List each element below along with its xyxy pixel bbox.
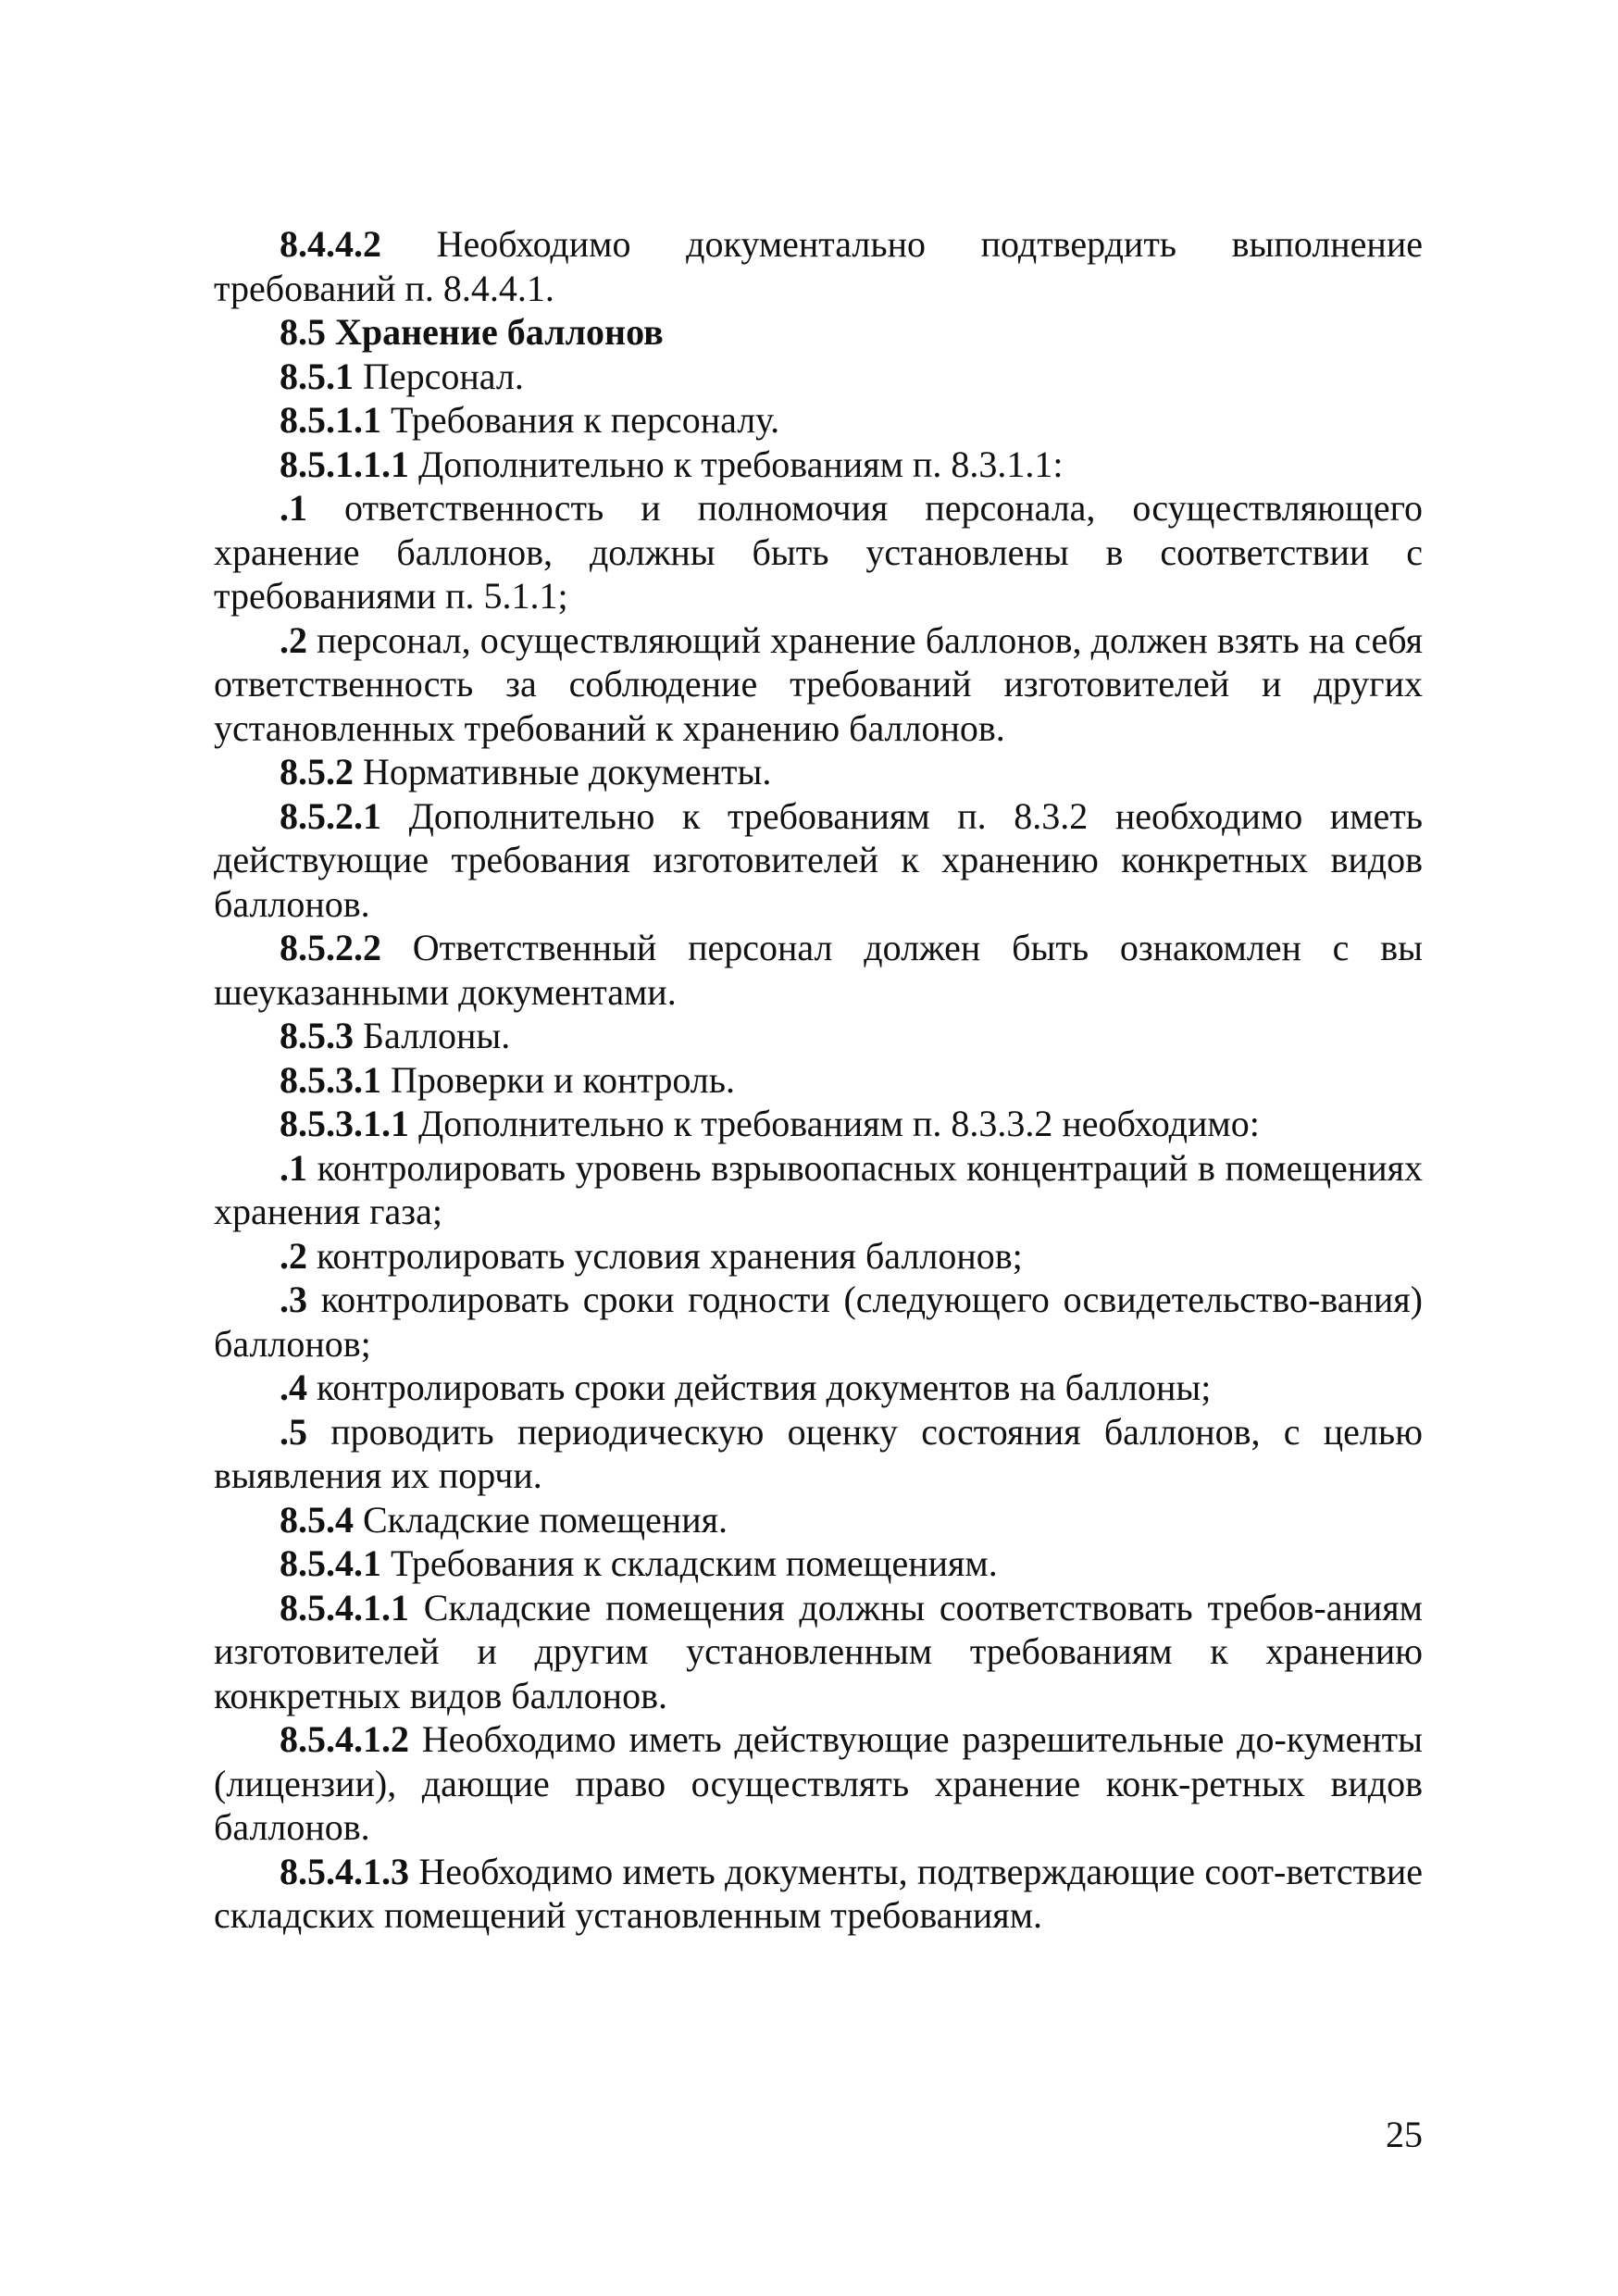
clause-number: 8.5.4.1.2 [280, 1718, 409, 1760]
clause-number: 8.5.3.1 [280, 1058, 381, 1101]
list-item [214, 1278, 1423, 1366]
clause-number: 8.5.4.1 [280, 1542, 381, 1584]
paragraph-8-5-2-2 [214, 926, 1423, 1014]
paragraph-8-5-4-1 [214, 1541, 1423, 1586]
clause-number: 8.5.1 [280, 355, 354, 397]
paragraph-8-5-2-1 [214, 794, 1423, 927]
list-item [214, 1410, 1423, 1498]
paragraph-8-5-4 [214, 1498, 1423, 1542]
document-body [214, 222, 1423, 1938]
page-number: 25 [1386, 2114, 1423, 2155]
list-item [214, 1366, 1423, 1410]
list-item-number: .3 [280, 1279, 307, 1320]
clause-text: Необходимо иметь документы, подтверждающие соот-ветствие складских помещений установленным требованиям. [214, 1850, 1423, 1936]
paragraph-8-5-1 [214, 355, 1423, 399]
clause-number: 8.5.1.1 [280, 399, 381, 441]
clause-text: Дополнительно к требованиям п. 8.3.3.2 необходимо: [409, 1103, 1260, 1144]
list-item-number: .2 [280, 1234, 307, 1277]
list-item-number: .5 [280, 1410, 307, 1453]
clause-number: 8.4.4.2 [280, 223, 381, 265]
clause-text: Дополнительно к требованиям п. 8.3.1.1: [409, 443, 1064, 485]
clause-number: 8.5.2 [280, 751, 354, 792]
clause-text: Складские помещения. [354, 1498, 728, 1541]
paragraph-8-5-4-1-1 [214, 1586, 1423, 1718]
paragraph-8-5-2 [214, 750, 1423, 794]
list-item [214, 486, 1423, 618]
paragraph-8-5-3 [214, 1014, 1423, 1058]
list-item-text: проводить периодическую оценку состояния баллонов, с целью выявления их порчи. [214, 1410, 1423, 1496]
clause-text: Проверки и контроль. [381, 1058, 735, 1101]
list-item-number: .2 [280, 618, 307, 661]
paragraph-8-5-1-1-1 [214, 443, 1423, 487]
list-item [214, 1146, 1423, 1234]
paragraph-8-4-4-2 [214, 222, 1423, 310]
paragraph-8-5-4-1-2 [214, 1717, 1423, 1850]
clause-number: 8.5.1.1.1 [280, 443, 409, 485]
clause-text: Необходимо иметь действующие разрешительные до-кументы (лицензии), дающие право осуществлять хранение конк-ретных видов баллонов. [214, 1718, 1423, 1848]
clause-text: Требования к складским помещениям. [381, 1542, 998, 1584]
list-item-number: .4 [280, 1366, 307, 1408]
clause-text: Дополнительно к требованиям п. 8.3.2 необходимо иметь действующие требования изготовителей к хранению конкретных видов баллонов. [214, 794, 1423, 925]
list-item-text: контролировать уровень взрывоопасных концентраций в помещениях хранения газа; [214, 1146, 1423, 1232]
list-item [214, 1234, 1423, 1279]
list-item-text: ответственность и полномочия персонала, осуществляющего хранение баллонов, должны быть установлены в соответствии с требованиями п. 5.1.1; [214, 487, 1423, 617]
clause-text: Ответственный персонал должен быть ознакомлен с вы шеуказанными документами. [214, 927, 1423, 1013]
clause-number: 8.5.3 [280, 1015, 354, 1056]
clause-number: 8.5.2.1 [280, 794, 381, 837]
clause-number: 8.5.3.1.1 [280, 1103, 409, 1144]
list-item-number: .1 [280, 1146, 307, 1189]
clause-number: 8.5.4.1.3 [280, 1850, 409, 1892]
clause-text: Персонал. [354, 355, 524, 397]
paragraph-8-5-4-1-3 [214, 1850, 1423, 1938]
list-item-text: контролировать сроки действия документов на баллоны; [307, 1366, 1212, 1408]
clause-number: 8.5.4 [280, 1498, 354, 1541]
clause-number: 8.5.2.2 [280, 927, 381, 968]
clause-text: Баллоны. [354, 1015, 511, 1056]
section-heading-8-5: 8.5 Хранение баллонов [280, 311, 664, 353]
clause-text: Нормативные документы. [354, 751, 772, 792]
list-item [214, 618, 1423, 751]
paragraph-8-5-3-1 [214, 1058, 1423, 1103]
clause-text: Необходимо документально подтвердить выполнение требований п. 8.4.4.1. [214, 223, 1423, 309]
clause-number: 8.5.4.1.1 [280, 1586, 409, 1628]
list-item-text: контролировать условия хранения баллонов; [307, 1234, 1023, 1277]
paragraph-8-5-3-1-1 [214, 1102, 1423, 1146]
list-item-text: контролировать сроки годности (следующего освидетельство-вания) баллонов; [214, 1279, 1423, 1365]
clause-text: Требования к персоналу. [381, 399, 780, 441]
list-item-number: .1 [280, 487, 307, 529]
clause-text: Складские помещения должны соответствовать требов-аниям изготовителей и другим установленным требованиям к хранению конкретных видов баллонов. [214, 1586, 1423, 1716]
list-item-text: персонал, осуществляющий хранение баллонов, должен взять на себя ответственность за соблюдение требований изготовителей и других установленных требований к хранению баллонов. [214, 618, 1423, 749]
paragraph-8-5-1-1 [214, 398, 1423, 443]
